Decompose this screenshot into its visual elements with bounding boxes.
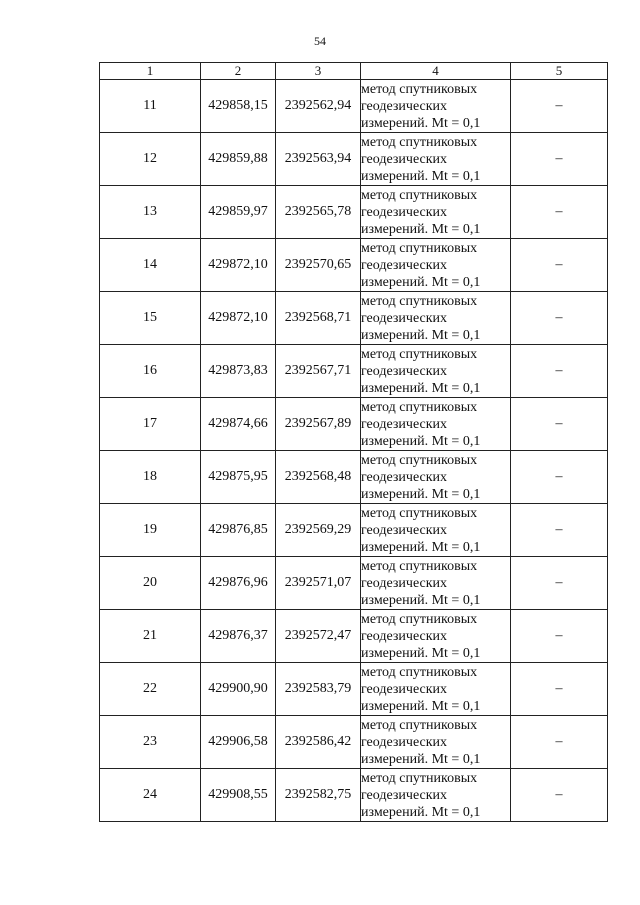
method-description [361,663,511,716]
method-line-3: измерений. Mt = 0,1 [361,168,481,184]
column-5-value: – [511,504,608,557]
method-line-3: измерений. Mt = 0,1 [361,539,481,555]
method-line-1: метод спутниковых [361,240,478,256]
table-row [100,504,608,557]
method-line-2: геодезических [361,575,448,591]
method-line-3: измерений. Mt = 0,1 [361,804,481,820]
column-5-value: – [511,345,608,398]
method-line-3: измерений. Mt = 0,1 [361,645,481,661]
method-line-2: геодезических [361,363,448,379]
method-line-2: геодезических [361,204,448,220]
point-number: 13 [100,186,201,239]
column-5-value: – [511,80,608,133]
point-number: 24 [100,769,201,822]
method-line-2: геодезических [361,98,448,114]
point-number: 21 [100,610,201,663]
method-line-1: метод спутниковых [361,346,478,362]
method-description [361,133,511,186]
coordinate-y: 2392569,29 [276,504,361,557]
coordinate-x: 429908,55 [201,769,276,822]
coordinate-y: 2392582,75 [276,769,361,822]
coordinate-x: 429859,88 [201,133,276,186]
coordinate-y: 2392562,94 [276,80,361,133]
method-line-1: метод спутниковых [361,452,478,468]
coordinate-y: 2392563,94 [276,133,361,186]
coordinate-x: 429873,83 [201,345,276,398]
method-line-2: геодезических [361,257,448,273]
method-line-2: геодезических [361,469,448,485]
method-line-3: измерений. Mt = 0,1 [361,327,481,343]
method-line-2: геодезических [361,416,448,432]
method-line-2: геодезических [361,628,448,644]
method-description [361,610,511,663]
method-line-2: геодезических [361,734,448,750]
method-line-1: метод спутниковых [361,770,478,786]
coordinate-x: 429906,58 [201,716,276,769]
coordinate-y: 2392565,78 [276,186,361,239]
table-row [100,610,608,663]
table-row [100,716,608,769]
table-row [100,663,608,716]
coordinate-y: 2392567,89 [276,398,361,451]
method-line-1: метод спутниковых [361,187,478,203]
method-line-1: метод спутниковых [361,505,478,521]
method-description [361,716,511,769]
coordinate-x: 429876,96 [201,557,276,610]
table-row [100,239,608,292]
column-5-value: – [511,292,608,345]
method-line-1: метод спутниковых [361,664,478,680]
header-col-2: 2 [201,63,276,80]
method-description [361,557,511,610]
coordinate-x: 429876,85 [201,504,276,557]
coordinate-y: 2392572,47 [276,610,361,663]
method-line-3: измерений. Mt = 0,1 [361,433,481,449]
method-description [361,504,511,557]
coordinate-y: 2392568,71 [276,292,361,345]
method-line-3: измерений. Mt = 0,1 [361,698,481,714]
point-number: 20 [100,557,201,610]
method-description [361,451,511,504]
column-5-value: – [511,557,608,610]
point-number: 12 [100,133,201,186]
column-5-value: – [511,398,608,451]
page-number: 54 [314,34,326,48]
column-5-value: – [511,769,608,822]
table-row [100,292,608,345]
method-description [361,345,511,398]
method-line-1: метод спутниковых [361,399,478,415]
method-line-1: метод спутниковых [361,717,478,733]
method-line-2: геодезических [361,522,448,538]
method-line-3: измерений. Mt = 0,1 [361,592,481,608]
table-row [100,398,608,451]
coordinate-x: 429874,66 [201,398,276,451]
point-number: 15 [100,292,201,345]
coordinate-x: 429875,95 [201,451,276,504]
method-line-3: измерений. Mt = 0,1 [361,221,481,237]
coordinate-x: 429872,10 [201,239,276,292]
point-number: 19 [100,504,201,557]
method-description [361,239,511,292]
method-line-3: измерений. Mt = 0,1 [361,486,481,502]
method-line-1: метод спутниковых [361,293,478,309]
point-number: 11 [100,80,201,133]
column-5-value: – [511,239,608,292]
point-number: 14 [100,239,201,292]
table-row [100,186,608,239]
coordinate-x: 429872,10 [201,292,276,345]
point-number: 22 [100,663,201,716]
column-5-value: – [511,451,608,504]
coordinate-x: 429859,97 [201,186,276,239]
method-line-1: метод спутниковых [361,134,478,150]
coordinate-y: 2392571,07 [276,557,361,610]
table-header-row [100,63,608,80]
method-line-3: измерений. Mt = 0,1 [361,115,481,131]
column-5-value: – [511,663,608,716]
coordinate-x: 429900,90 [201,663,276,716]
point-number: 17 [100,398,201,451]
method-line-1: метод спутниковых [361,611,478,627]
method-line-3: измерений. Mt = 0,1 [361,751,481,767]
table-row [100,769,608,822]
table-row [100,557,608,610]
method-line-2: геодезических [361,310,448,326]
coordinate-x: 429858,15 [201,80,276,133]
header-col-3: 3 [276,63,361,80]
method-description [361,80,511,133]
coordinate-y: 2392583,79 [276,663,361,716]
point-number: 18 [100,451,201,504]
column-5-value: – [511,133,608,186]
method-line-1: метод спутниковых [361,81,478,97]
coordinate-y: 2392567,71 [276,345,361,398]
method-description [361,769,511,822]
coordinate-y: 2392568,48 [276,451,361,504]
header-col-1: 1 [100,63,201,80]
method-line-1: метод спутниковых [361,558,478,574]
coordinate-y: 2392570,65 [276,239,361,292]
coordinate-y: 2392586,42 [276,716,361,769]
column-5-value: – [511,610,608,663]
method-line-2: геодезических [361,151,448,167]
table-row [100,133,608,186]
method-line-2: геодезических [361,681,448,697]
table-row [100,345,608,398]
method-description [361,292,511,345]
header-col-5: 5 [511,63,608,80]
table-row [100,451,608,504]
table-body [100,80,608,822]
method-description [361,186,511,239]
coordinate-x: 429876,37 [201,610,276,663]
method-line-3: измерений. Mt = 0,1 [361,380,481,396]
header-col-4: 4 [361,63,511,80]
method-line-2: геодезических [361,787,448,803]
point-number: 23 [100,716,201,769]
method-description [361,398,511,451]
coordinates-table [99,62,608,822]
column-5-value: – [511,186,608,239]
method-line-3: измерений. Mt = 0,1 [361,274,481,290]
point-number: 16 [100,345,201,398]
table-row [100,80,608,133]
column-5-value: – [511,716,608,769]
